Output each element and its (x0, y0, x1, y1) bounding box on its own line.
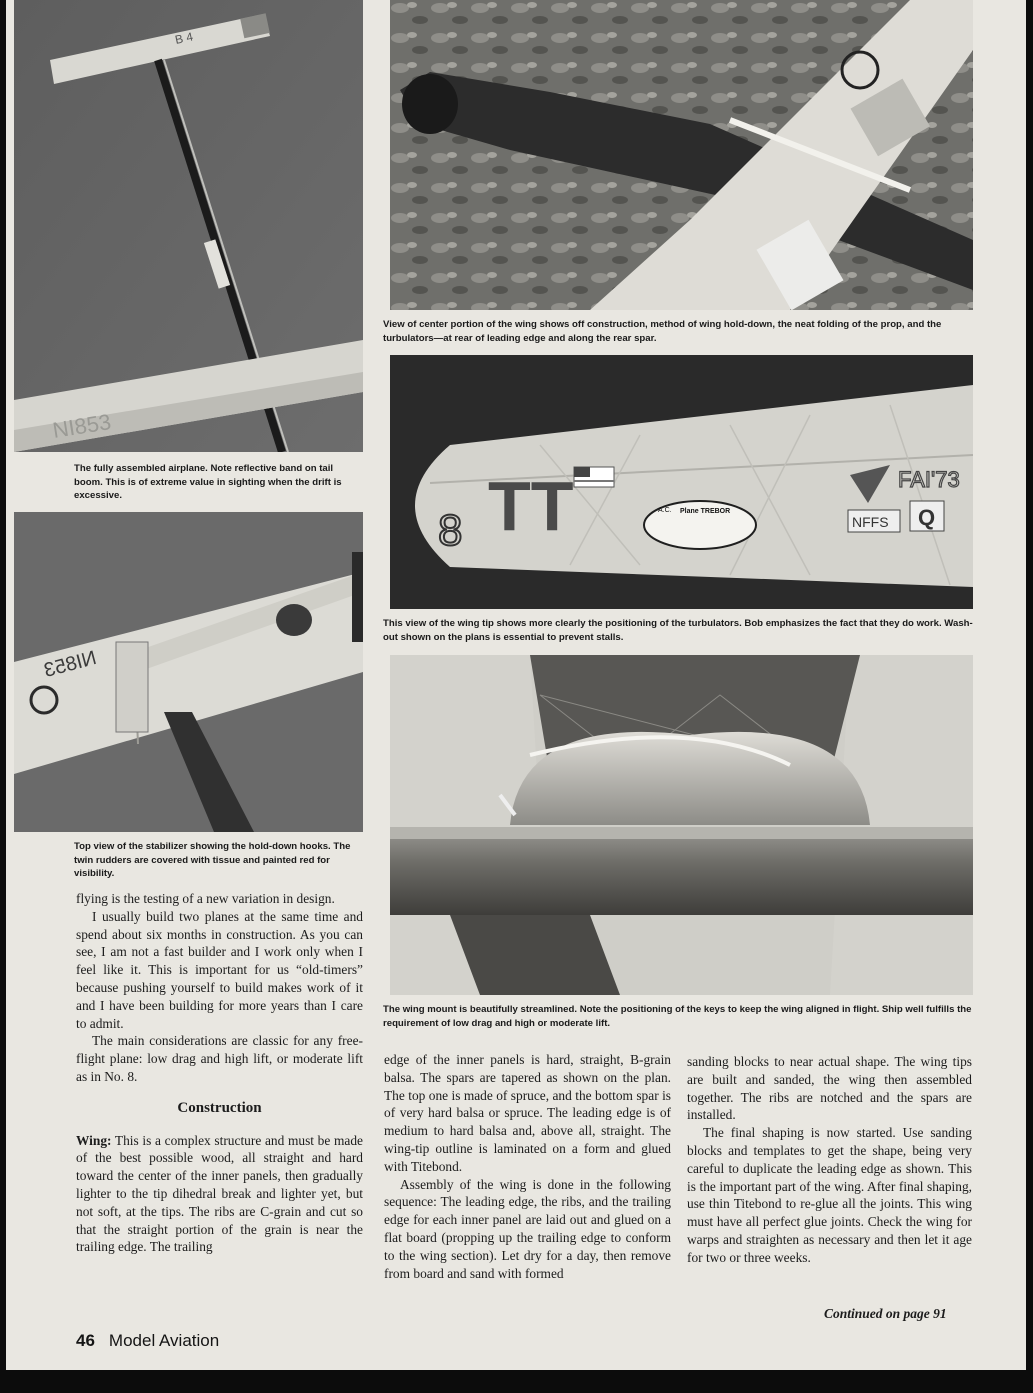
paragraph: edge of the inner panels is hard, straight, B-grain balsa. The spars are tapered as shown on the plan. The top one is made of spruce, and the bottom spar is of very hard balsa or spruce. The leading edge is of medium to hard balsa and, above all, straight. The wing-tip outline is laminated on a form and glued with Titebond. (384, 1052, 671, 1174)
badge-ac: A.C. (658, 507, 672, 514)
paragraph: flying is the testing of a new variation in design. (76, 891, 335, 906)
page-folio (76, 1331, 219, 1351)
paragraph: Assembly of the wing is done in the following sequence: The leading edge, the ribs, and the trailing edge for each inner panel are laid out and glued on a flat board (propping up the trailing edge to conform to the wing section). Let dry for a day, then remove from board and sand with formed (384, 1176, 671, 1281)
photo1-registration: NI853 (50, 409, 113, 443)
wing-tip-tt: TT (488, 467, 574, 545)
page-number: 46 (76, 1331, 95, 1350)
photo-wing-mount (390, 655, 973, 995)
paragraph: The main considerations are classic for any free-flight plane: low drag and high lift, or moderate lift as in No. 8. (76, 1033, 363, 1084)
badge-trebor: Plane TREBOR (680, 508, 731, 515)
article-column-1 (76, 890, 363, 1256)
wing-tip-number: 8 (438, 506, 463, 555)
wing-tip-fai: FAI'73 (898, 467, 960, 492)
paragraph: The final shaping is now started. Use sanding blocks and templates to get the shape, being very careful to duplicate the leading edge as shown. This is the important part of the wing. After final shaping, use thin Titebond to re-glue all the joints. This wing must have all perfect glue joints. Check the wing for warps and straighten as necessary and then let it age for two or three weeks. (687, 1125, 972, 1265)
caption-wing-mount: The wing mount is beautifully streamlined. Note the positioning of the keys to keep the wing aligned in flight. Ship well fulfills the requirement of low drag and high or moderate lift. (383, 1004, 972, 1029)
caption-wing-center: View of center portion of the wing shows off construction, method of wing hold-down, the neat folding of the prop, and the turbulators—at rear of leading edge and along the rear spar. (383, 319, 942, 344)
paragraph (76, 1132, 363, 1257)
magazine-page (6, 0, 1026, 1370)
photo-wing-tip (390, 355, 973, 609)
article-column-2 (384, 1051, 671, 1282)
caption-wing-tip: This view of the wing tip shows more clearly the positioning of the turbulators. Bob emphasizes the fact that they do work. Wash-out shown on the plans is essential to prevent stalls. (383, 618, 973, 643)
photo2-registration: NI853 (41, 646, 99, 683)
photo1-tail-letters: B 4 (173, 29, 195, 47)
magazine-name: Model Aviation (108, 1331, 220, 1350)
paragraph: I usually build two planes at the same time and spend about six months in construction. As you can see, I am not a fast builder and I work only when I feel like it. This is important for us “old-timers” because pushing yourself to build makes work of it and I have been building for more years than I care to admit. (76, 908, 363, 1031)
article-column-3 (687, 1053, 972, 1267)
section-heading: Construction (177, 1099, 262, 1116)
paragraph: sanding blocks to near actual shape. The wing tips are built and sanded, the wing then assembled together. The ribs are notched and the spars are installed. (687, 1054, 972, 1123)
runin-label: Wing: (76, 1132, 112, 1148)
photo-wing-center (390, 0, 973, 310)
photo-full-airplane (14, 0, 363, 452)
wing-tip-q: Q (918, 505, 936, 530)
paragraph-text: This is a complex structure and must be made of the best possible wood, all straight and hard toward the center of the inner panels, then gradually lighter to the tip dihedral break and lighter yet, but not soft, at the tips. The ribs are C-grain and cut so that the straight portion of the grain is near the trailing edge. The trailing (76, 1132, 363, 1255)
photo-stabilizer (14, 512, 363, 832)
caption-stabilizer: Top view of the stabilizer showing the hold-down hooks. The twin rudders are covered with tissue and painted red for visibility. (74, 841, 351, 879)
caption-full-airplane: The fully assembled airplane. Note reflective band on tail boom. This is of extreme value in sighting when the drift is excessive. (74, 463, 342, 501)
continued-note: Continued on page 91 (824, 1306, 947, 1321)
wing-tip-nffs: NFFS (852, 514, 889, 530)
